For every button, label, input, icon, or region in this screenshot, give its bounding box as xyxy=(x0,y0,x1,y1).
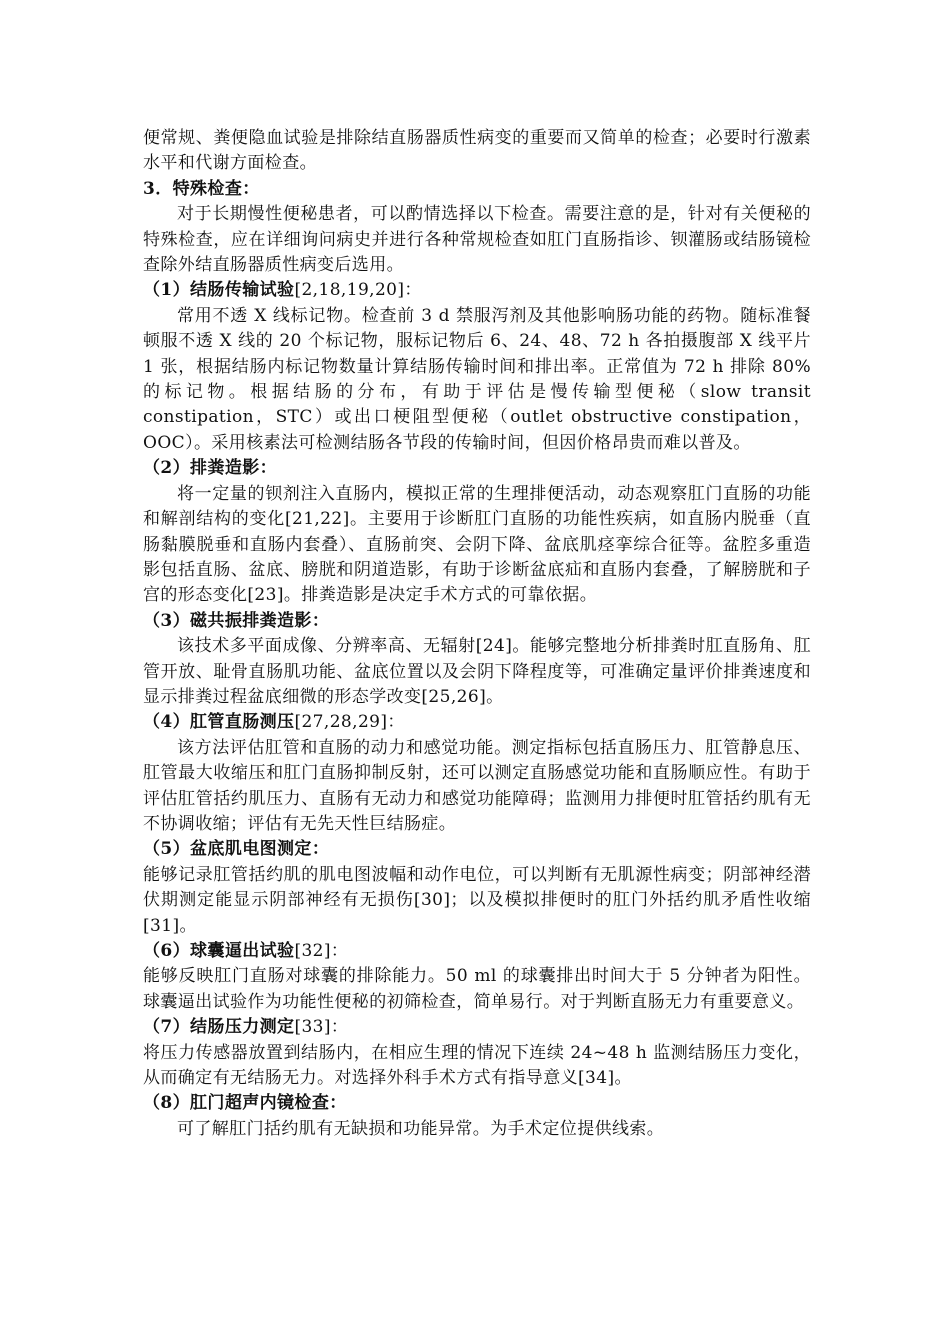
exam-item-8 xyxy=(143,1091,811,1142)
exam-item-paragraph: 可了解肛门括约肌有无缺损和功能异常。为手术定位提供线索。 xyxy=(177,1118,665,1139)
exam-item-cite: [33]： xyxy=(294,1017,349,1038)
exam-item-title: （7）结肠压力测定 xyxy=(143,1017,295,1038)
exam-item-title: （2）排粪造影： xyxy=(143,458,278,479)
exam-item-title: （8）肛门超声内镜检查： xyxy=(143,1093,347,1114)
exam-item-heading xyxy=(143,1091,811,1116)
exam-item-3 xyxy=(143,609,811,711)
exam-item-cite: [2,18,19,20]： xyxy=(294,280,422,301)
exam-item-title: （1）结肠传输试验 xyxy=(143,280,295,301)
exam-item-title: （5）盆底肌电图测定： xyxy=(143,839,330,860)
exam-item-heading xyxy=(143,456,811,481)
exam-item-2 xyxy=(143,456,811,608)
exam-item-4 xyxy=(143,710,811,837)
exam-item-heading xyxy=(143,609,811,634)
document-page xyxy=(143,126,811,1142)
exam-item-5 xyxy=(143,837,811,939)
exam-item-paragraph: 该方法评估肛管和直肠的动力和感觉功能。测定指标包括直肠压力、肛管静息压、肛管最大收缩压和肛门直肠抑制反射，还可以测定直肠感觉功能和直肠顺应性。有助于评估肛管括约肌压力、直肠有无动力和感觉功能障碍；监测用力排便时肛管括约肌有无不协调收缩；评估有无先天性巨结肠症。 xyxy=(143,737,811,834)
exam-item-heading xyxy=(143,710,811,735)
exam-item-heading xyxy=(143,1015,811,1040)
exam-item-7 xyxy=(143,1015,811,1091)
exam-item-paragraph: 将一定量的钡剂注入直肠内，模拟正常的生理排便活动，动态观察肛门直肠的功能和解剖结构的变化[21,22]。主要用于诊断肛门直肠的功能性疾病，如直肠内脱垂（直肠黏膜脱垂和直肠内套叠）、直肠前突、会阴下降、盆底肌痉挛综合征等。盆腔多重造影包括直肠、盆底、膀胱和阴道造影，有助于诊断盆底疝和直肠内套叠，了解膀胱和子宫的形态变化[23]。排粪造影是决定手术方式的可靠依据。 xyxy=(143,483,811,606)
exam-item-paragraph: 该技术多平面成像、分辨率高、无辐射[24]。能够完整地分析排粪时肛直肠角、肛管开放、耻骨直肠肌功能、盆底位置以及会阴下降程度等，可准确定量评价排粪速度和显示排粪过程盆底细微的形态学改变[25,26]。 xyxy=(143,636,811,707)
exam-item-paragraph: 能够反映肛门直肠对球囊的排除能力。50 ml 的球囊排出时间大于 5 分钟者为阳性。球囊逼出试验作为功能性便秘的初筛检查，简单易行。对于判断直肠无力有重要意义。 xyxy=(143,966,811,1012)
section-3-heading: 3．特殊检查： xyxy=(143,178,260,199)
exam-item-paragraph: 将压力传感器放置到结肠内，在相应生理的情况下连续 24~48 h 监测结肠压力变化，从而确定有无结肠无力。对选择外科手术方式有指导意义[34]。 xyxy=(143,1042,811,1089)
exam-item-6 xyxy=(143,939,811,1015)
exam-item-title: （4）肛管直肠测压 xyxy=(143,712,295,733)
exam-item-cite: [27,28,29]： xyxy=(294,712,405,733)
exam-item-heading xyxy=(143,837,811,862)
intro-paragraph: 便常规、粪便隐血试验是排除结直肠器质性病变的重要而又简单的检查；必要时行激素水平和代谢方面检查。 xyxy=(143,128,811,174)
exam-item-heading xyxy=(143,278,811,303)
exam-item-title: （6）球囊逼出试验 xyxy=(143,941,295,961)
section-3-paragraph: 对于长期慢性便秘患者，可以酌情选择以下检查。需要注意的是，针对有关便秘的特殊检查，应在详细询问病史并进行各种常规检查如肛门直肠指诊、钡灌肠或结肠镜检查除外结直肠器质性病变后选用。 xyxy=(143,204,811,276)
exam-item-cite: [32]： xyxy=(294,941,349,961)
exam-item-1 xyxy=(143,278,811,456)
exam-item-paragraph: 能够记录肛管括约肌的肌电图波幅和动作电位，可以判断有无肌源性病变；阴部神经潜伏期测定能显示阴部神经有无损伤[30]；以及模拟排便时的肛门外括约肌矛盾性收缩[31]。 xyxy=(143,864,811,936)
exam-item-heading xyxy=(143,939,811,964)
exam-item-title: （3）磁共振排粪造影： xyxy=(143,610,330,631)
exam-item-paragraph: 常用不透 X 线标记物。检查前 3 d 禁服泻剂及其他影响肠功能的药物。随标准餐顿服不透 X 线的 20 个标记物，服标记物后 6、24、48、72 h 各拍摄腹部 X 线平片 1 张，根据结肠内标记物数量计算结肠传输时间和排出率。正常值为 72 h 排除 80%的标记物。根据结肠的分布，有助于评估是慢传输型便秘（slow transit constipation，STC）或出口梗阻型便秘（outlet obstructive constipation，OOC）。采用核素法可检测结肠各节段的传输时间，但因价格昂贵而难以普及。 xyxy=(143,305,811,453)
